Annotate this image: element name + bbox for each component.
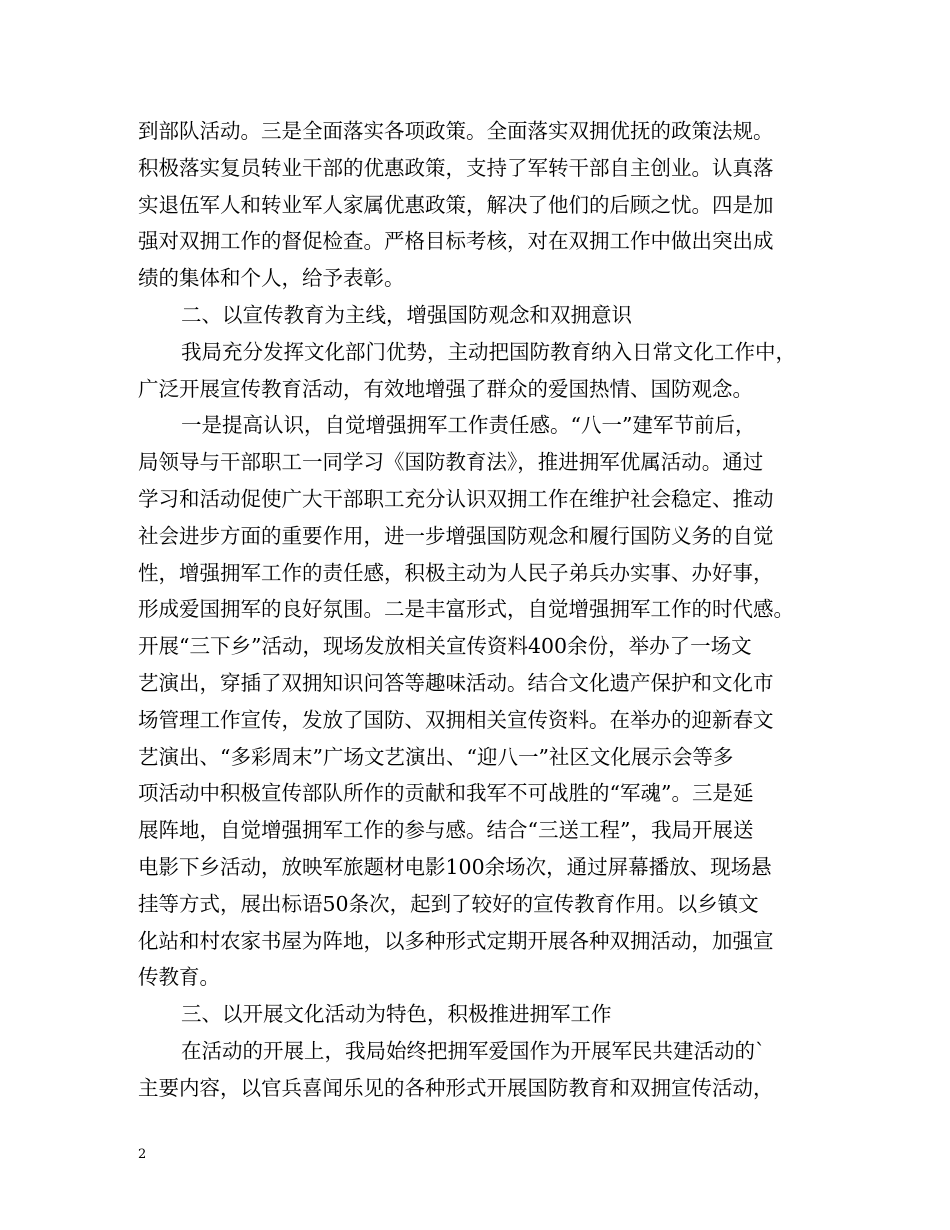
text-line: 一是提高认识，自觉增强拥军工作责任感。“八一”建军节前后，: [181, 413, 756, 438]
text-line: 局领导与干部职工一同学习《国防教育法》，推进拥军优属活动。通过: [138, 450, 764, 475]
text-line: 绩的集体和个人，给予表彰。: [138, 266, 405, 291]
text-line: 艺演出、“多彩周末”广场文艺演出、“迎八一”社区文化展示会等多: [138, 744, 734, 769]
text-line: 社会进步方面的重要作用，进一步增强国防观念和履行国防义务的自觉: [138, 523, 774, 548]
section-heading: 三、以开展文化活动为特色，积极推进拥军工作: [181, 1002, 612, 1027]
text-line: 性，增强拥军工作的责任感，积极主动为人民子弟兵办实事、办好事，: [138, 560, 774, 585]
text-line: 传教育。: [138, 965, 220, 990]
text-line: 强对双拥工作的督促检查。严格目标考核，对在双拥工作中做出突出成: [138, 229, 774, 254]
page-number: 2: [138, 1147, 147, 1162]
text-line: 场管理工作宣传，发放了国防、双拥相关宣传资料。在举办的迎新春文: [138, 707, 774, 732]
text-line: 广泛开展宣传教育活动，有效地增强了群众的爱国热情、国防观念。: [138, 376, 753, 401]
text-line: 我局充分发挥文化部门优势，主动把国防教育纳入日常文化工作中，: [181, 339, 796, 364]
body-text: [138, 113, 838, 1107]
text-line: 在活动的开展上，我局始终把拥军爱国作为开展军民共建活动的`: [181, 1038, 766, 1063]
section-heading: 二、以宣传教育为主线，增强国防观念和双拥意识: [181, 302, 632, 327]
text-line: 艺演出，穿插了双拥知识问答等趣味活动。结合文化遗产保护和文化市: [138, 670, 774, 695]
text-line: 开展“三下乡”活动，现场发放相关宣传资料400余份，举办了一场文: [138, 634, 752, 659]
text-line: 形成爱国拥军的良好氛围。二是丰富形式，自觉增强拥军工作的时代感。: [138, 597, 794, 622]
text-line: 化站和村农家书屋为阵地，以多种形式定期开展各种双拥活动，加强宣: [138, 928, 774, 953]
text-line: 电影下乡活动，放映军旅题材电影100余场次，通过屏幕播放、现场悬: [138, 854, 772, 879]
text-line: 实退伍军人和转业军人家属优惠政策，解决了他们的后顾之忧。四是加: [138, 192, 774, 217]
text-line: 展阵地，自觉增强拥军工作的参与感。结合“三送工程”，我局开展送: [138, 818, 754, 843]
text-line: 主要内容，以官兵喜闻乐见的各种形式开展国防教育和双拥宣传活动，: [138, 1075, 774, 1100]
text-line: 积极落实复员转业干部的优惠政策，支持了军转干部自主创业。认真落: [138, 155, 774, 180]
text-line: 学习和活动促使广大干部职工充分认识双拥工作在维护社会稳定、推动: [138, 486, 774, 511]
text-line: 到部队活动。三是全面落实各项政策。全面落实双拥优抚的政策法规。: [138, 119, 774, 143]
text-line: 挂等方式，展出标语50条次，起到了较好的宣传教育作用。以乡镇文: [138, 891, 759, 916]
text-line: 项活动中积极宣传部队所作的贡献和我军不可战胜的“军魂”。三是延: [138, 781, 754, 806]
